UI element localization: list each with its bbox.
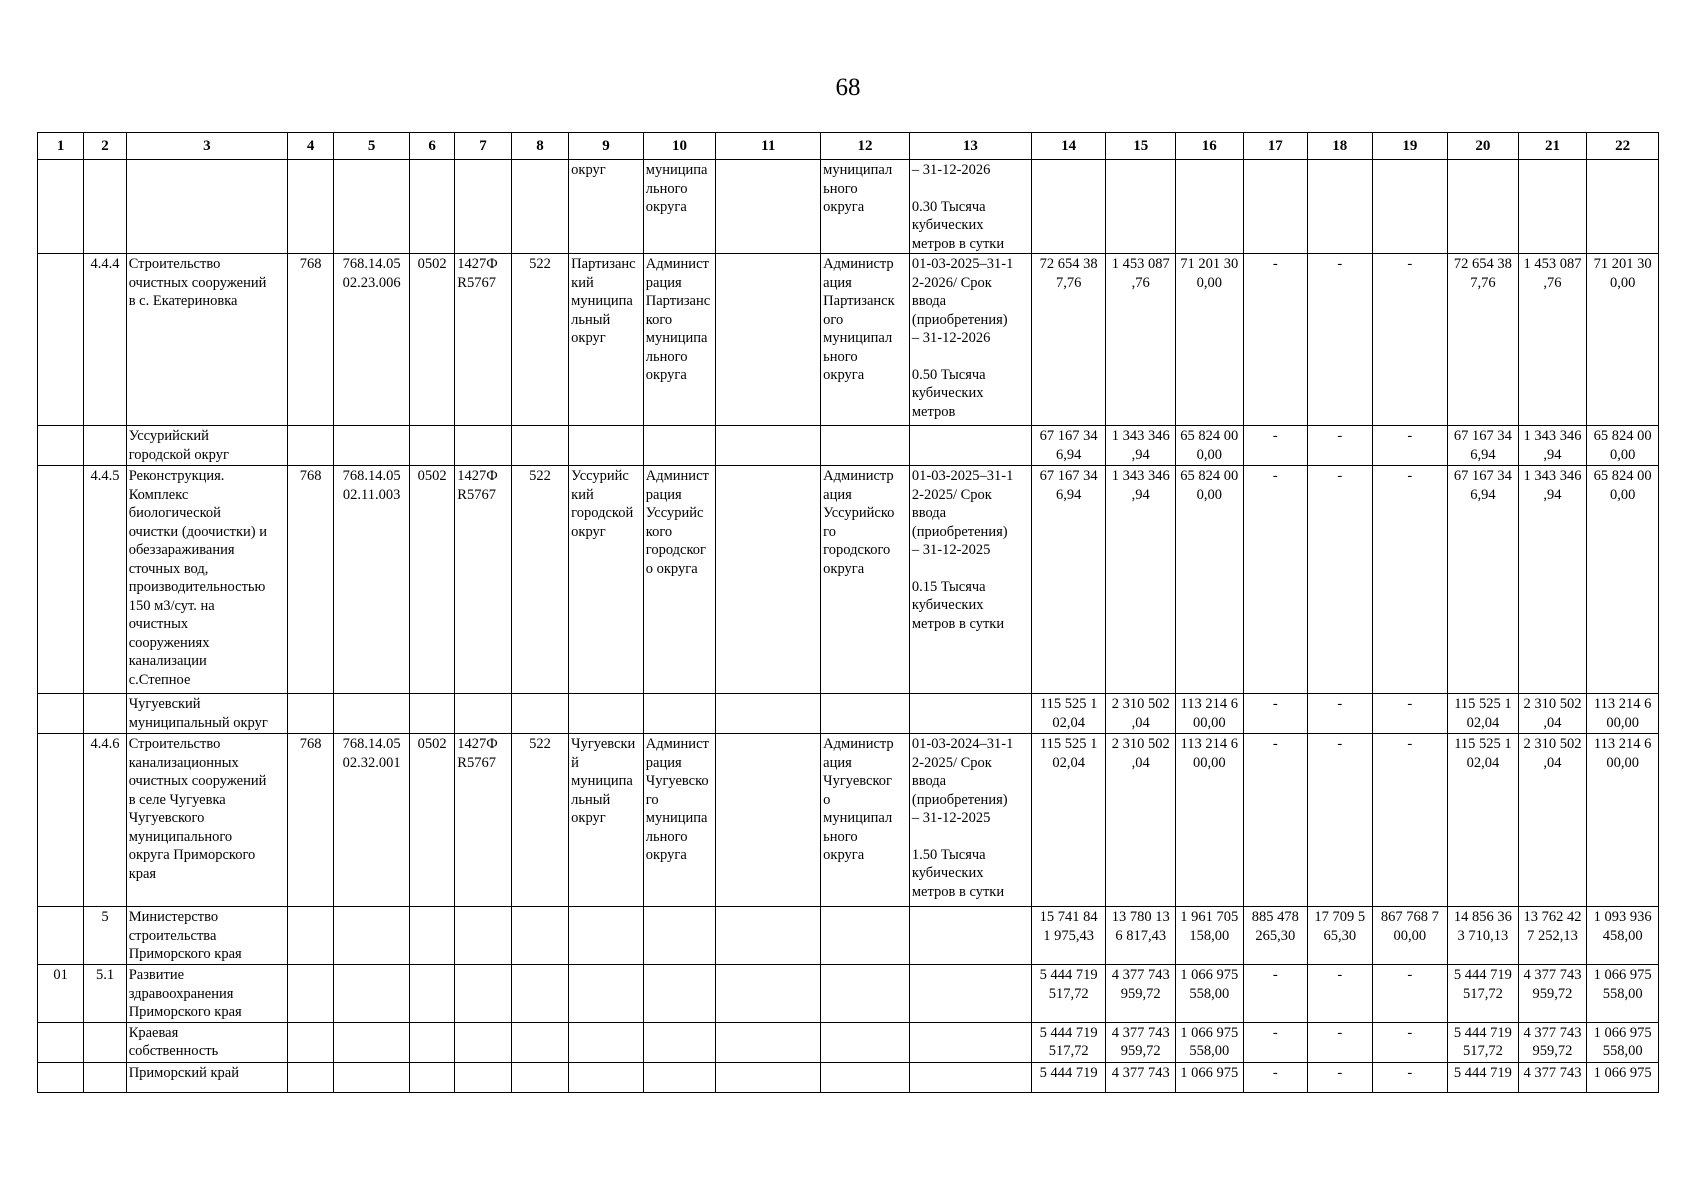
amount-cell: - — [1337, 468, 1343, 484]
amount-cell: 5 444 719 — [1039, 1064, 1098, 1081]
term-cell: 01-03-2024–31-1 2-2025/ Срок ввода (приобретения) – 31-12-2025 — [911, 736, 1014, 826]
amount-cell: 4 377 743 959,72 — [1111, 1024, 1170, 1059]
amount-cell: 2 310 502 ,04 — [1523, 696, 1582, 731]
amount-cell: - — [1337, 696, 1343, 712]
header-cell: 16 — [1175, 133, 1243, 160]
capacity-cell: 0.15 Тысяча кубических метров в сутки — [911, 578, 1005, 632]
table-row — [38, 1022, 1659, 1062]
customer-cell: Админист рация Партизанс кого муниципа льного округа — [645, 256, 711, 383]
amount-cell: - — [1272, 967, 1278, 983]
amount-cell: 4 377 743 959,72 — [1523, 967, 1582, 1002]
amount-cell: 4 377 743 — [1523, 1064, 1582, 1081]
amount-cell: - — [1407, 428, 1413, 444]
header-cell: 19 — [1372, 133, 1448, 160]
municipality-cell: Партизанс кий муниципа льный округ — [571, 256, 636, 346]
code-cell: 768 — [299, 736, 322, 752]
amount-cell: 17 709 5 65,30 — [1314, 909, 1366, 944]
amount-cell: 72 654 38 7,76 — [1453, 256, 1512, 291]
code-cell: 522 — [529, 736, 551, 752]
amount-cell: - — [1407, 1064, 1413, 1081]
amount-cell: 115 525 1 02,04 — [1454, 736, 1512, 771]
code-cell: 1427Ф R5767 — [457, 468, 498, 503]
header-cell: 11 — [716, 133, 821, 160]
amount-cell: 115 525 1 02,04 — [1454, 696, 1512, 731]
capacity-cell: 0.30 Тысяча кубических метров в сутки — [911, 198, 1005, 252]
amount-cell: 1 343 346 ,94 — [1111, 428, 1170, 463]
header-cell: 7 — [455, 133, 511, 160]
header-cell: 20 — [1448, 133, 1519, 160]
table-row — [38, 907, 1659, 965]
amount-cell: 113 214 6 00,00 — [1180, 736, 1238, 771]
amount-cell: 65 824 00 0,00 — [1593, 468, 1652, 503]
header-row — [38, 133, 1659, 160]
amount-cell: 65 824 00 0,00 — [1593, 428, 1652, 463]
code-cell: 768.14.05 02.23.006 — [342, 256, 401, 291]
table-row — [38, 965, 1659, 1023]
header-cell: 1 — [38, 133, 84, 160]
amount-cell: - — [1337, 967, 1343, 983]
budget-table — [37, 132, 1659, 1093]
code-cell: 768.14.05 02.11.003 — [342, 468, 401, 503]
code-cell: 1427Ф R5767 — [457, 256, 498, 291]
table-row — [38, 426, 1659, 466]
amount-cell: 67 167 34 6,94 — [1453, 468, 1512, 503]
amount-cell: - — [1407, 696, 1413, 712]
amount-cell: - — [1407, 967, 1413, 983]
header-cell: 3 — [126, 133, 287, 160]
code-cell: 522 — [529, 468, 551, 484]
header-cell: 21 — [1518, 133, 1587, 160]
amount-cell: 2 310 502 ,04 — [1111, 696, 1170, 731]
table-row — [38, 160, 1659, 254]
amount-cell: 71 201 30 0,00 — [1593, 256, 1652, 291]
code-cell: 0502 — [417, 468, 447, 484]
header-cell: 8 — [511, 133, 568, 160]
term-cell: 01-03-2025–31-1 2-2025/ Срок ввода (приобретения) – 31-12-2025 — [911, 468, 1014, 558]
amount-cell: 1 066 975 558,00 — [1593, 1024, 1652, 1059]
header-cell: 12 — [821, 133, 910, 160]
municipality-cell: Чугуевски й муниципа льный округ — [571, 736, 636, 826]
item-name: Строительство канализационных очистных сооружений в селе Чугуевка Чугуевского муниципального округа Приморского края — [128, 736, 267, 882]
amount-cell: 113 214 6 00,00 — [1593, 736, 1652, 771]
amount-cell: 4 377 743 959,72 — [1523, 1024, 1582, 1059]
header-cell: 5 — [334, 133, 410, 160]
code-cell: 1427Ф R5767 — [457, 736, 498, 771]
amount-cell: 885 478 265,30 — [1251, 909, 1299, 944]
amount-cell: 1 343 346 ,94 — [1111, 468, 1170, 503]
amount-cell: 1 343 346 ,94 — [1523, 428, 1582, 463]
amount-cell: 5 444 719 — [1453, 1064, 1512, 1081]
header-cell: 9 — [569, 133, 644, 160]
table-row — [38, 254, 1659, 426]
amount-cell: - — [1272, 468, 1278, 484]
customer-cell: муниципа льного округа — [645, 162, 708, 215]
amount-cell: - — [1272, 428, 1278, 444]
amount-cell: 5 444 719 517,72 — [1453, 967, 1512, 1002]
amount-cell: 5 444 719 517,72 — [1039, 967, 1098, 1002]
amount-cell: 1 093 936 458,00 — [1593, 909, 1652, 944]
amount-cell: 5 444 719 517,72 — [1039, 1024, 1098, 1059]
amount-cell: - — [1337, 256, 1343, 272]
item-number: 5.1 — [95, 967, 115, 983]
amount-cell: 14 856 36 3 710,13 — [1453, 909, 1512, 944]
recipient-cell: муниципал ьного округа — [823, 162, 893, 215]
header-cell: 10 — [643, 133, 716, 160]
customer-cell: Админист рация Уссурийс кого городског о округа — [645, 468, 709, 577]
amount-cell: 67 167 34 6,94 — [1453, 428, 1512, 463]
header-cell: 15 — [1106, 133, 1176, 160]
item-name: Строительство очистных сооружений в с. Екатериновка — [128, 256, 267, 309]
amount-cell: 71 201 30 0,00 — [1180, 256, 1239, 291]
amount-cell: 1 961 705 158,00 — [1180, 909, 1239, 944]
amount-cell: 13 780 13 6 817,43 — [1111, 909, 1170, 944]
table-row — [38, 734, 1659, 907]
amount-cell: 65 824 00 0,00 — [1180, 428, 1239, 463]
amount-cell: - — [1337, 1064, 1343, 1081]
amount-cell: - — [1407, 1024, 1413, 1041]
amount-cell: 1 066 975 558,00 — [1180, 1024, 1239, 1059]
header-cell: 14 — [1031, 133, 1106, 160]
header-cell: 18 — [1308, 133, 1373, 160]
header-cell: 13 — [909, 133, 1031, 160]
amount-cell: - — [1272, 736, 1278, 752]
amount-cell: 13 762 42 7 252,13 — [1523, 909, 1582, 944]
amount-cell: 1 453 087 ,76 — [1111, 256, 1170, 291]
table-row — [38, 466, 1659, 694]
amount-cell: - — [1272, 1024, 1278, 1041]
code-cell: 0502 — [417, 256, 447, 272]
recipient-cell: Администр ация Чугуевског о муниципал ьного округа — [823, 736, 894, 863]
item-number: 4.4.4 — [90, 256, 120, 272]
header-cell: 6 — [409, 133, 454, 160]
amount-cell: 1 453 087 ,76 — [1523, 256, 1582, 291]
program-code: 01 — [53, 967, 68, 983]
amount-cell: 115 525 1 02,04 — [1039, 736, 1098, 771]
amount-cell: 72 654 38 7,76 — [1039, 256, 1098, 291]
amount-cell: 113 214 6 00,00 — [1180, 696, 1238, 731]
amount-cell: - — [1272, 696, 1278, 712]
amount-cell: 4 377 743 959,72 — [1111, 967, 1170, 1002]
amount-cell: 867 768 7 00,00 — [1380, 909, 1439, 944]
recipient-cell: Администр ация Партизанск ого муниципал ьного округа — [823, 256, 895, 383]
capacity-cell: 1.50 Тысяча кубических метров в сутки — [911, 846, 1005, 900]
subtotal-name: Приморский край — [128, 1064, 239, 1081]
item-number: 5 — [101, 909, 109, 925]
amount-cell: 113 214 6 00,00 — [1593, 696, 1652, 731]
amount-cell: - — [1407, 256, 1413, 272]
amount-cell: 115 525 1 02,04 — [1039, 696, 1098, 731]
code-cell: 522 — [529, 256, 551, 272]
header-cell: 2 — [84, 133, 126, 160]
municipality-cell: округ — [571, 162, 606, 178]
header-cell: 4 — [287, 133, 333, 160]
page-number: 68 — [835, 74, 861, 101]
amount-cell: 4 377 743 — [1111, 1064, 1170, 1081]
amount-cell: - — [1272, 256, 1278, 272]
amount-cell: 65 824 00 0,00 — [1180, 468, 1239, 503]
amount-cell: 15 741 84 1 975,43 — [1039, 909, 1098, 944]
amount-cell: - — [1407, 736, 1413, 752]
amount-cell: 67 167 34 6,94 — [1039, 428, 1098, 463]
code-cell: 768 — [299, 256, 322, 272]
amount-cell: 1 066 975 — [1180, 1064, 1239, 1081]
amount-cell: 67 167 34 6,94 — [1039, 468, 1098, 503]
amount-cell: - — [1337, 736, 1343, 752]
header-cell: 17 — [1243, 133, 1308, 160]
header-cell: 22 — [1587, 133, 1659, 160]
amount-cell: 2 310 502 ,04 — [1523, 736, 1582, 771]
item-name: Развитие здравоохранения Приморского края — [128, 967, 242, 1020]
amount-cell: 5 444 719 517,72 — [1453, 1024, 1512, 1059]
item-name: Реконструкция. Комплекс биологической очистки (доочистки) и обеззараживания сточных вод, производительностью 150 м3/сут. на очистных сооружениях канализации с.Степное — [128, 468, 267, 688]
amount-cell: 1 066 975 — [1593, 1064, 1652, 1081]
customer-cell: Админист рация Чугуевско го муниципа льного округа — [645, 736, 709, 863]
code-cell: 768.14.05 02.32.001 — [342, 736, 401, 771]
amount-cell: 1 066 975 558,00 — [1593, 967, 1652, 1002]
item-number: 4.4.5 — [90, 468, 120, 484]
table-row — [38, 1062, 1659, 1092]
term-cell: – 31-12-2026 — [911, 162, 991, 178]
amount-cell: - — [1337, 1024, 1343, 1041]
municipality-cell: Уссурийс кий городской округ — [571, 468, 634, 540]
amount-cell: 1 343 346 ,94 — [1523, 468, 1582, 503]
subtotal-name: Уссурийский городской округ — [128, 428, 229, 463]
subtotal-name: Краевая собственность — [128, 1024, 219, 1059]
amount-cell: - — [1337, 428, 1343, 444]
recipient-cell: Администр ация Уссурийско го городского округа — [823, 468, 895, 577]
term-cell: 01-03-2025–31-1 2-2026/ Срок ввода (приобретения) – 31-12-2026 — [911, 256, 1014, 346]
table-row — [38, 694, 1659, 734]
amount-cell: - — [1272, 1064, 1278, 1081]
capacity-cell: 0.50 Тысяча кубических метров — [911, 366, 986, 420]
item-number: 4.4.6 — [90, 736, 120, 752]
amount-cell: 1 066 975 558,00 — [1180, 967, 1239, 1002]
code-cell: 0502 — [417, 736, 447, 752]
subtotal-name: Чугуевский муниципальный округ — [128, 696, 268, 731]
item-name: Министерство строительства Приморского края — [128, 909, 242, 962]
code-cell: 768 — [299, 468, 322, 484]
amount-cell: - — [1407, 468, 1413, 484]
amount-cell: 2 310 502 ,04 — [1111, 736, 1170, 771]
